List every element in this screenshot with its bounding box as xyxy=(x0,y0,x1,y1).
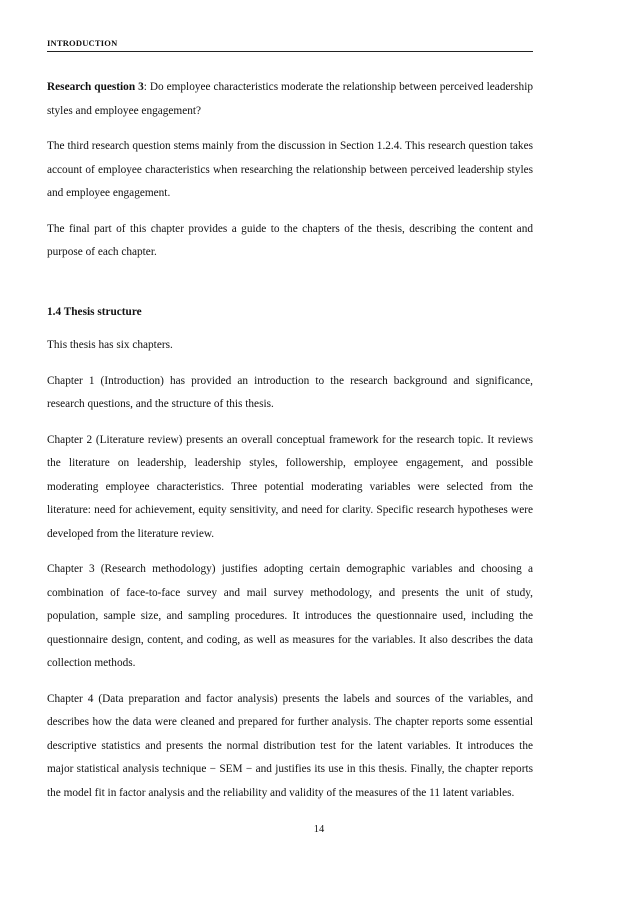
paragraph-rq3-discussion: The third research question stems mainly from the discussion in Section 1.2.4. This research question takes account of employee characteristics when researching the relationship between perceived leadership styles and employee engagement. xyxy=(47,140,533,199)
paragraph-six-chapters: This thesis has six chapters. xyxy=(47,339,173,351)
research-question-paragraph xyxy=(47,76,533,123)
running-header: INTRODUCTION xyxy=(47,38,533,52)
paragraph-chapter-guide: The final part of this chapter provides a guide to the chapters of the thesis, describing the content and purpose of each chapter. xyxy=(47,222,533,258)
research-question-label: Research question 3 xyxy=(47,81,144,93)
paragraph-chapter-3: Chapter 3 (Research methodology) justifies adopting certain demographic variables and choosing a combination of face-to-face survey and mail survey methodology, and presents the unit of study, population, sample size, and sampling procedures. It introduces the questionnaire used, including the questionnaire design, content, and coding, as well as measures for the variables. It also describes the data collection methods. xyxy=(47,563,533,669)
body-text xyxy=(47,76,533,817)
paragraph-chapter-2: Chapter 2 (Literature review) presents an overall conceptual framework for the research topic. It reviews the literature on leadership, leadership styles, followership, employee engagement, and possible moderating employee characteristics. Three potential moderating variables were selected from the literature: need for achievement, equity sensitivity, and need for clarity. Specific research hypotheses were developed from the literature review. xyxy=(47,433,533,540)
page-number: 14 xyxy=(313,824,325,835)
paragraph-chapter-4: Chapter 4 (Data preparation and factor analysis) presents the labels and sources of the variables, and describes how the data were cleaned and prepared for further analysis. The chapter reports some essential descriptive statistics and presents the normal distribution test for the latent variables. It introduces the major statistical analysis technique − SEM − and justifies its use in this thesis. Finally, the chapter reports the model fit in factor analysis and the reliability and validity of the measures of the 11 latent variables. xyxy=(47,692,533,799)
section-heading: 1.4 Thesis structure xyxy=(47,305,142,318)
paragraph-chapter-1: Chapter 1 (Introduction) has provided an introduction to the research background and significance, research questions, and the structure of this thesis. xyxy=(47,374,533,410)
research-question-text: : Do employee characteristics moderate the relationship between perceived leadership styles and employee engagement? xyxy=(47,81,533,117)
